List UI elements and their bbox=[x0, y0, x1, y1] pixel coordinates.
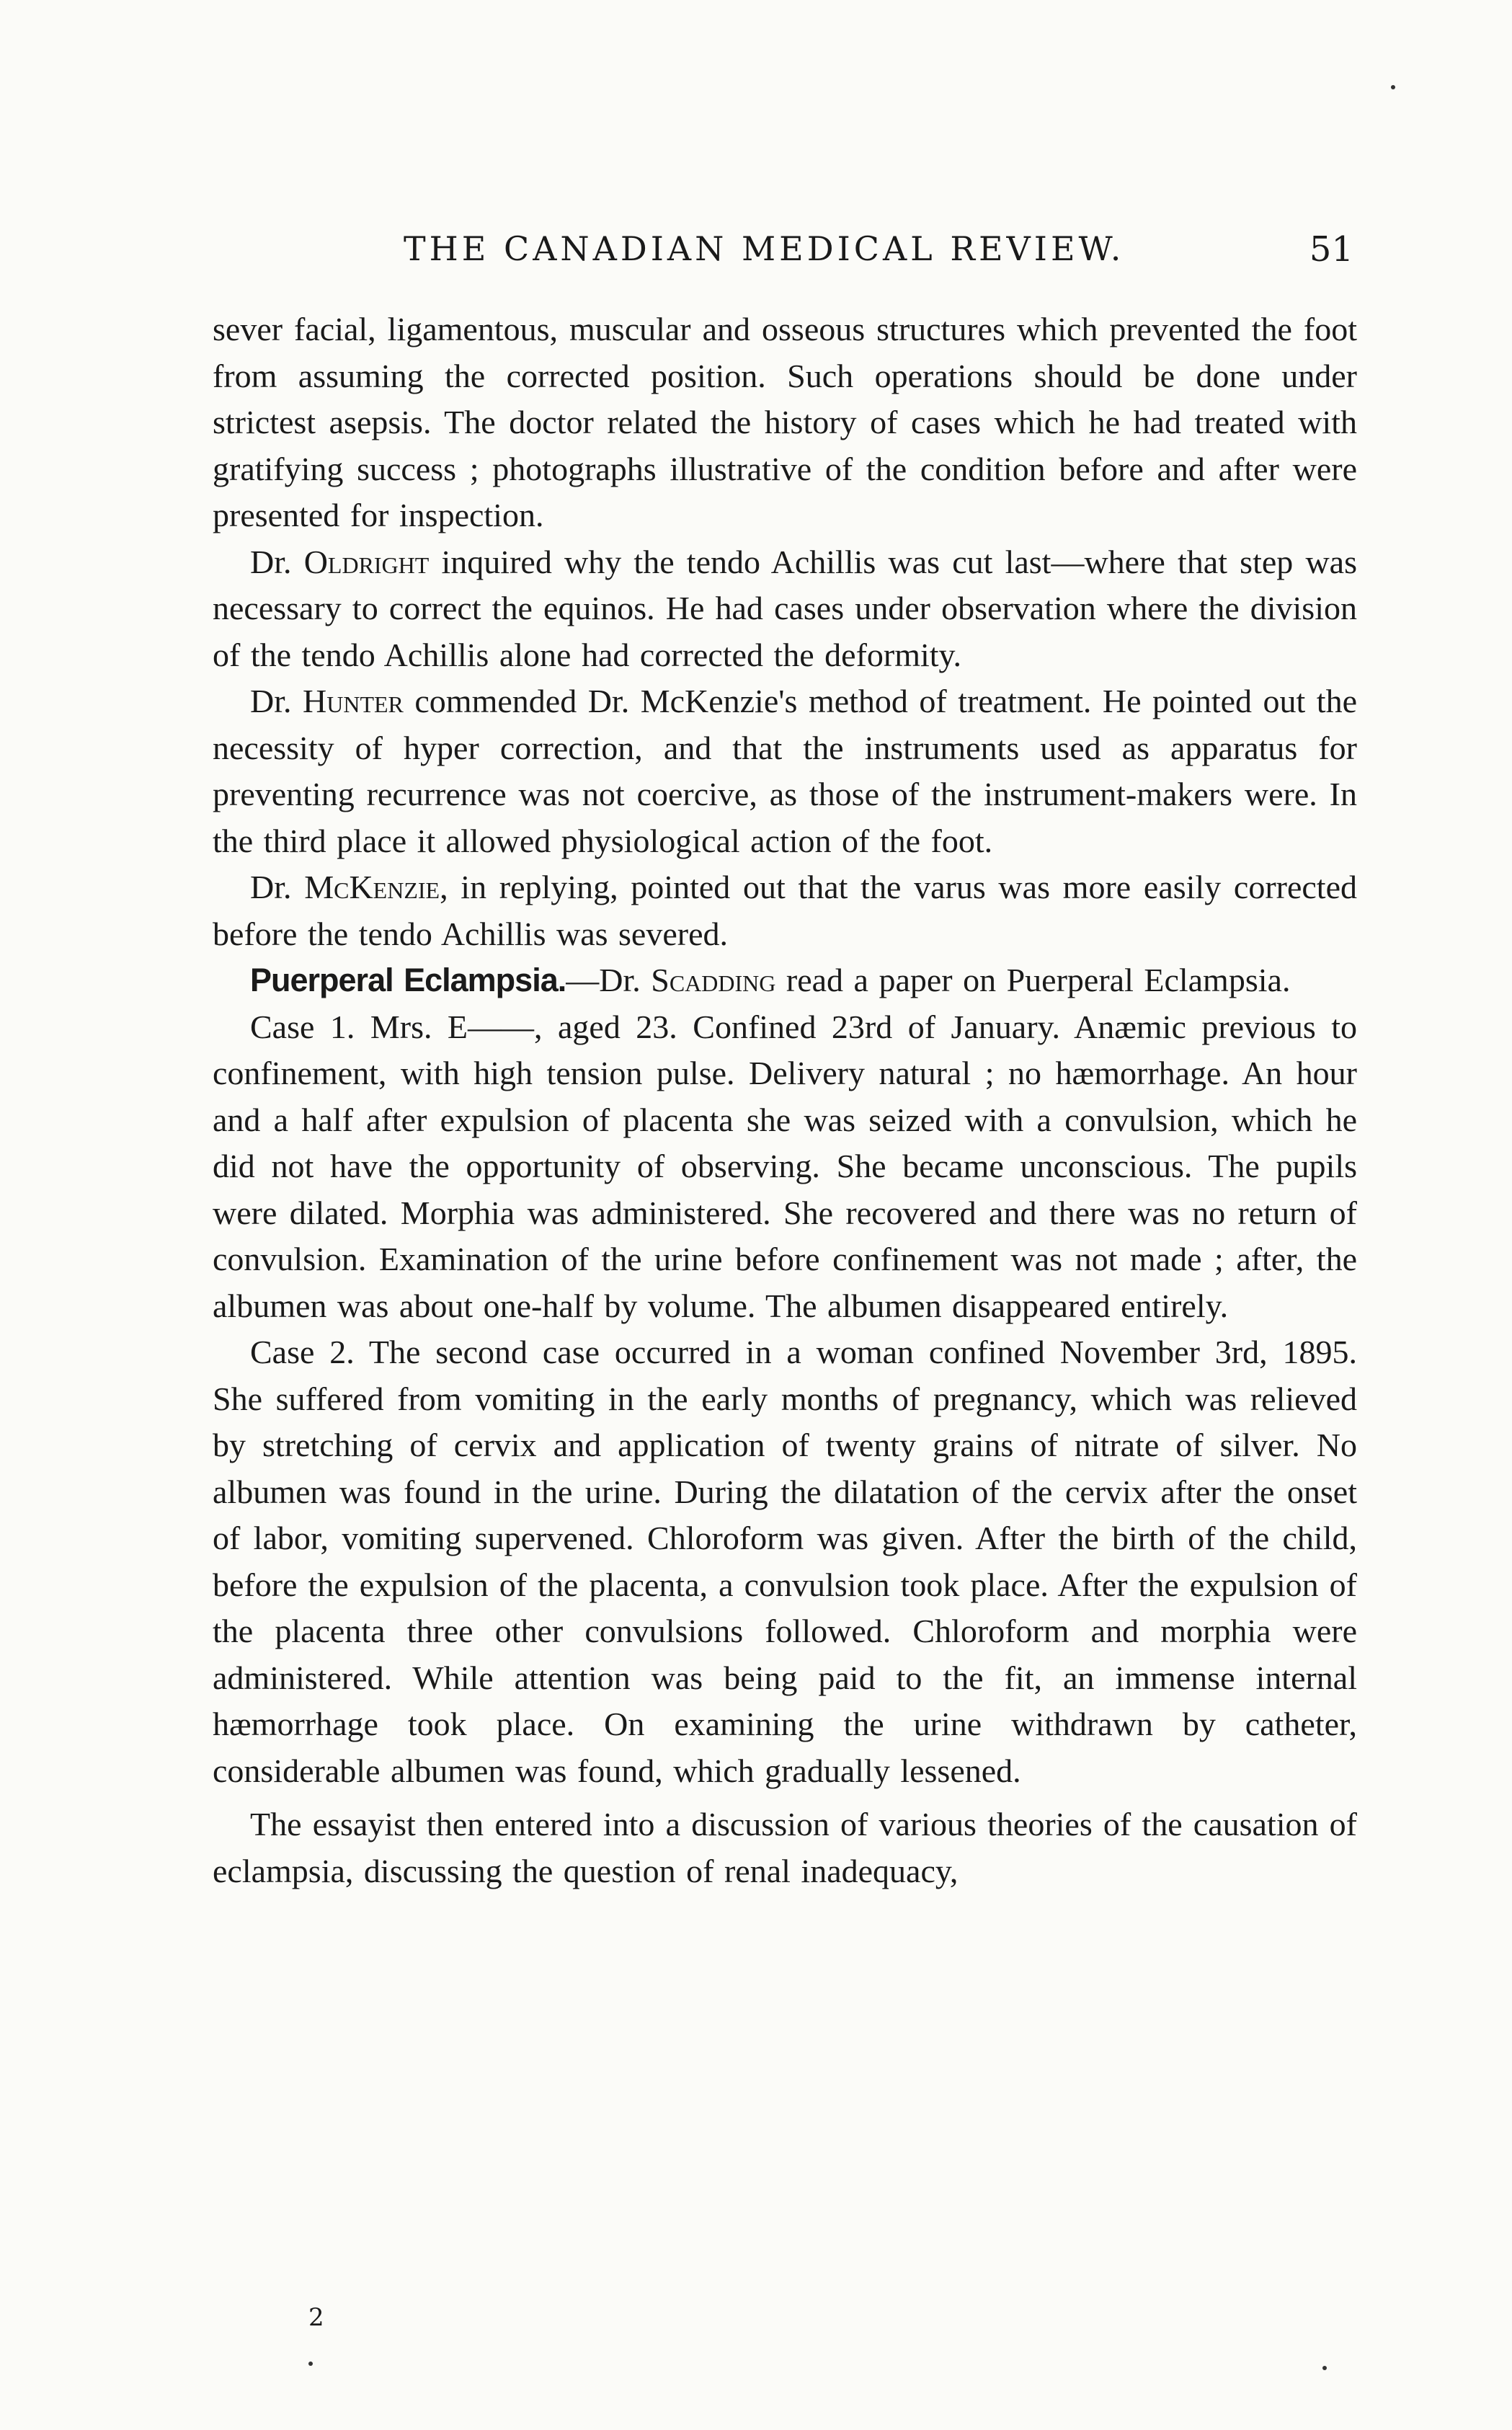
paragraph-mckenzie bbox=[213, 864, 1357, 957]
paragraph-text: inquired why the tendo Achillis was cut last—where that step was necessary to correct the equinos. He had cases under observation where the division of the tendo Achillis alone had corrected the deformity. bbox=[213, 543, 1357, 673]
paragraph-text: Case 2. The second case occurred in a woman confined November 3rd, 1895. She suffered from vomiting in the early months of pregnancy, which was relieved by stretching of cervix and application of twenty grains of nitrate of silver. No albumen was found in the urine. During the dilatation of the cervix after the onset of labor, vomiting supervened. Chloroform was given. After the birth of the child, before the expulsion of the placenta, a convulsion took place. After the expulsion of the placenta three other convulsions followed. Chloroform and morphia were administered. While attention was being paid to the fit, an immense internal hæmorrhage took place. On examining the urine withdrawn by catheter, considerable albumen was found, which gradually lessened. bbox=[213, 1334, 1357, 1789]
speaker-prefix: Dr. bbox=[250, 543, 304, 580]
speck bbox=[1391, 85, 1395, 89]
speck bbox=[1322, 2366, 1327, 2370]
paragraph-text: , in replying, pointed out that the varus was more easily corrected before the tendo Achillis was severed. bbox=[213, 869, 1357, 952]
paragraph-case-2 bbox=[213, 1329, 1357, 1794]
running-head: THE CANADIAN MEDICAL REVIEW. bbox=[404, 229, 1125, 268]
paragraph-case-1 bbox=[213, 1004, 1357, 1330]
speaker-name: McKenzie bbox=[304, 869, 440, 905]
speaker-name: Oldright bbox=[303, 543, 430, 580]
speaker-prefix: —Dr. bbox=[566, 962, 652, 998]
speaker-name: Scadding bbox=[651, 962, 776, 998]
paragraph-hunter bbox=[213, 678, 1357, 864]
paragraph-essayist bbox=[213, 1801, 1357, 1894]
paragraph-text: sever facial, ligamentous, muscular and osseous structures which prevented the foot from assuming the corrected position. Such operations should be done under strictest asepsis. The doctor related the history of cases which he had treated with gratifying success ; photographs illustrative of the condition before and after were presented for inspection. bbox=[213, 311, 1357, 533]
page-header bbox=[216, 229, 1353, 272]
section-heading: Puerperal Eclampsia. bbox=[250, 962, 566, 998]
paragraph-oldright bbox=[213, 539, 1357, 679]
speaker-prefix: Dr. bbox=[250, 683, 303, 719]
paragraph-text: read a paper on Puerperal Eclampsia. bbox=[775, 962, 1291, 998]
signature-mark: 2 bbox=[308, 2303, 324, 2332]
paragraph-text: The essayist then entered into a discussion of various theories of the causation of eclampsia, discussing the question of renal inadequacy, bbox=[213, 1806, 1357, 1889]
speaker-name: Hunter bbox=[303, 683, 404, 719]
paragraph-text: commended Dr. McKenzie's method of treatment. He pointed out the necessity of hyper correction, and that the instruments used as apparatus for preventing recurrence was not coercive, as those of the instrument-makers were. In the third place it allowed physiological action of the foot. bbox=[213, 683, 1357, 859]
speaker-prefix: Dr. bbox=[250, 869, 305, 905]
page-number: 51 bbox=[1309, 229, 1353, 270]
speck bbox=[308, 2362, 313, 2366]
paragraph-continuation bbox=[213, 306, 1357, 539]
paragraph-eclampsia bbox=[213, 957, 1357, 1004]
paragraph-text: Case 1. Mrs. E——, aged 23. Confined 23rd of January. Anæmic previous to confinement, with high tension pulse. Delivery natural ; no hæmorrhage. An hour and a half after expulsion of placenta she was seized with a convulsion, which he did not have the opportunity of observing. She became unconscious. The pupils were dilated. Morphia was administered. She recovered and there was no return of convulsion. Examination of the urine before confinement was not made ; after, the albumen was about one-half by volume. The albumen disappeared entirely. bbox=[213, 1008, 1357, 1324]
article-body bbox=[213, 306, 1357, 1894]
